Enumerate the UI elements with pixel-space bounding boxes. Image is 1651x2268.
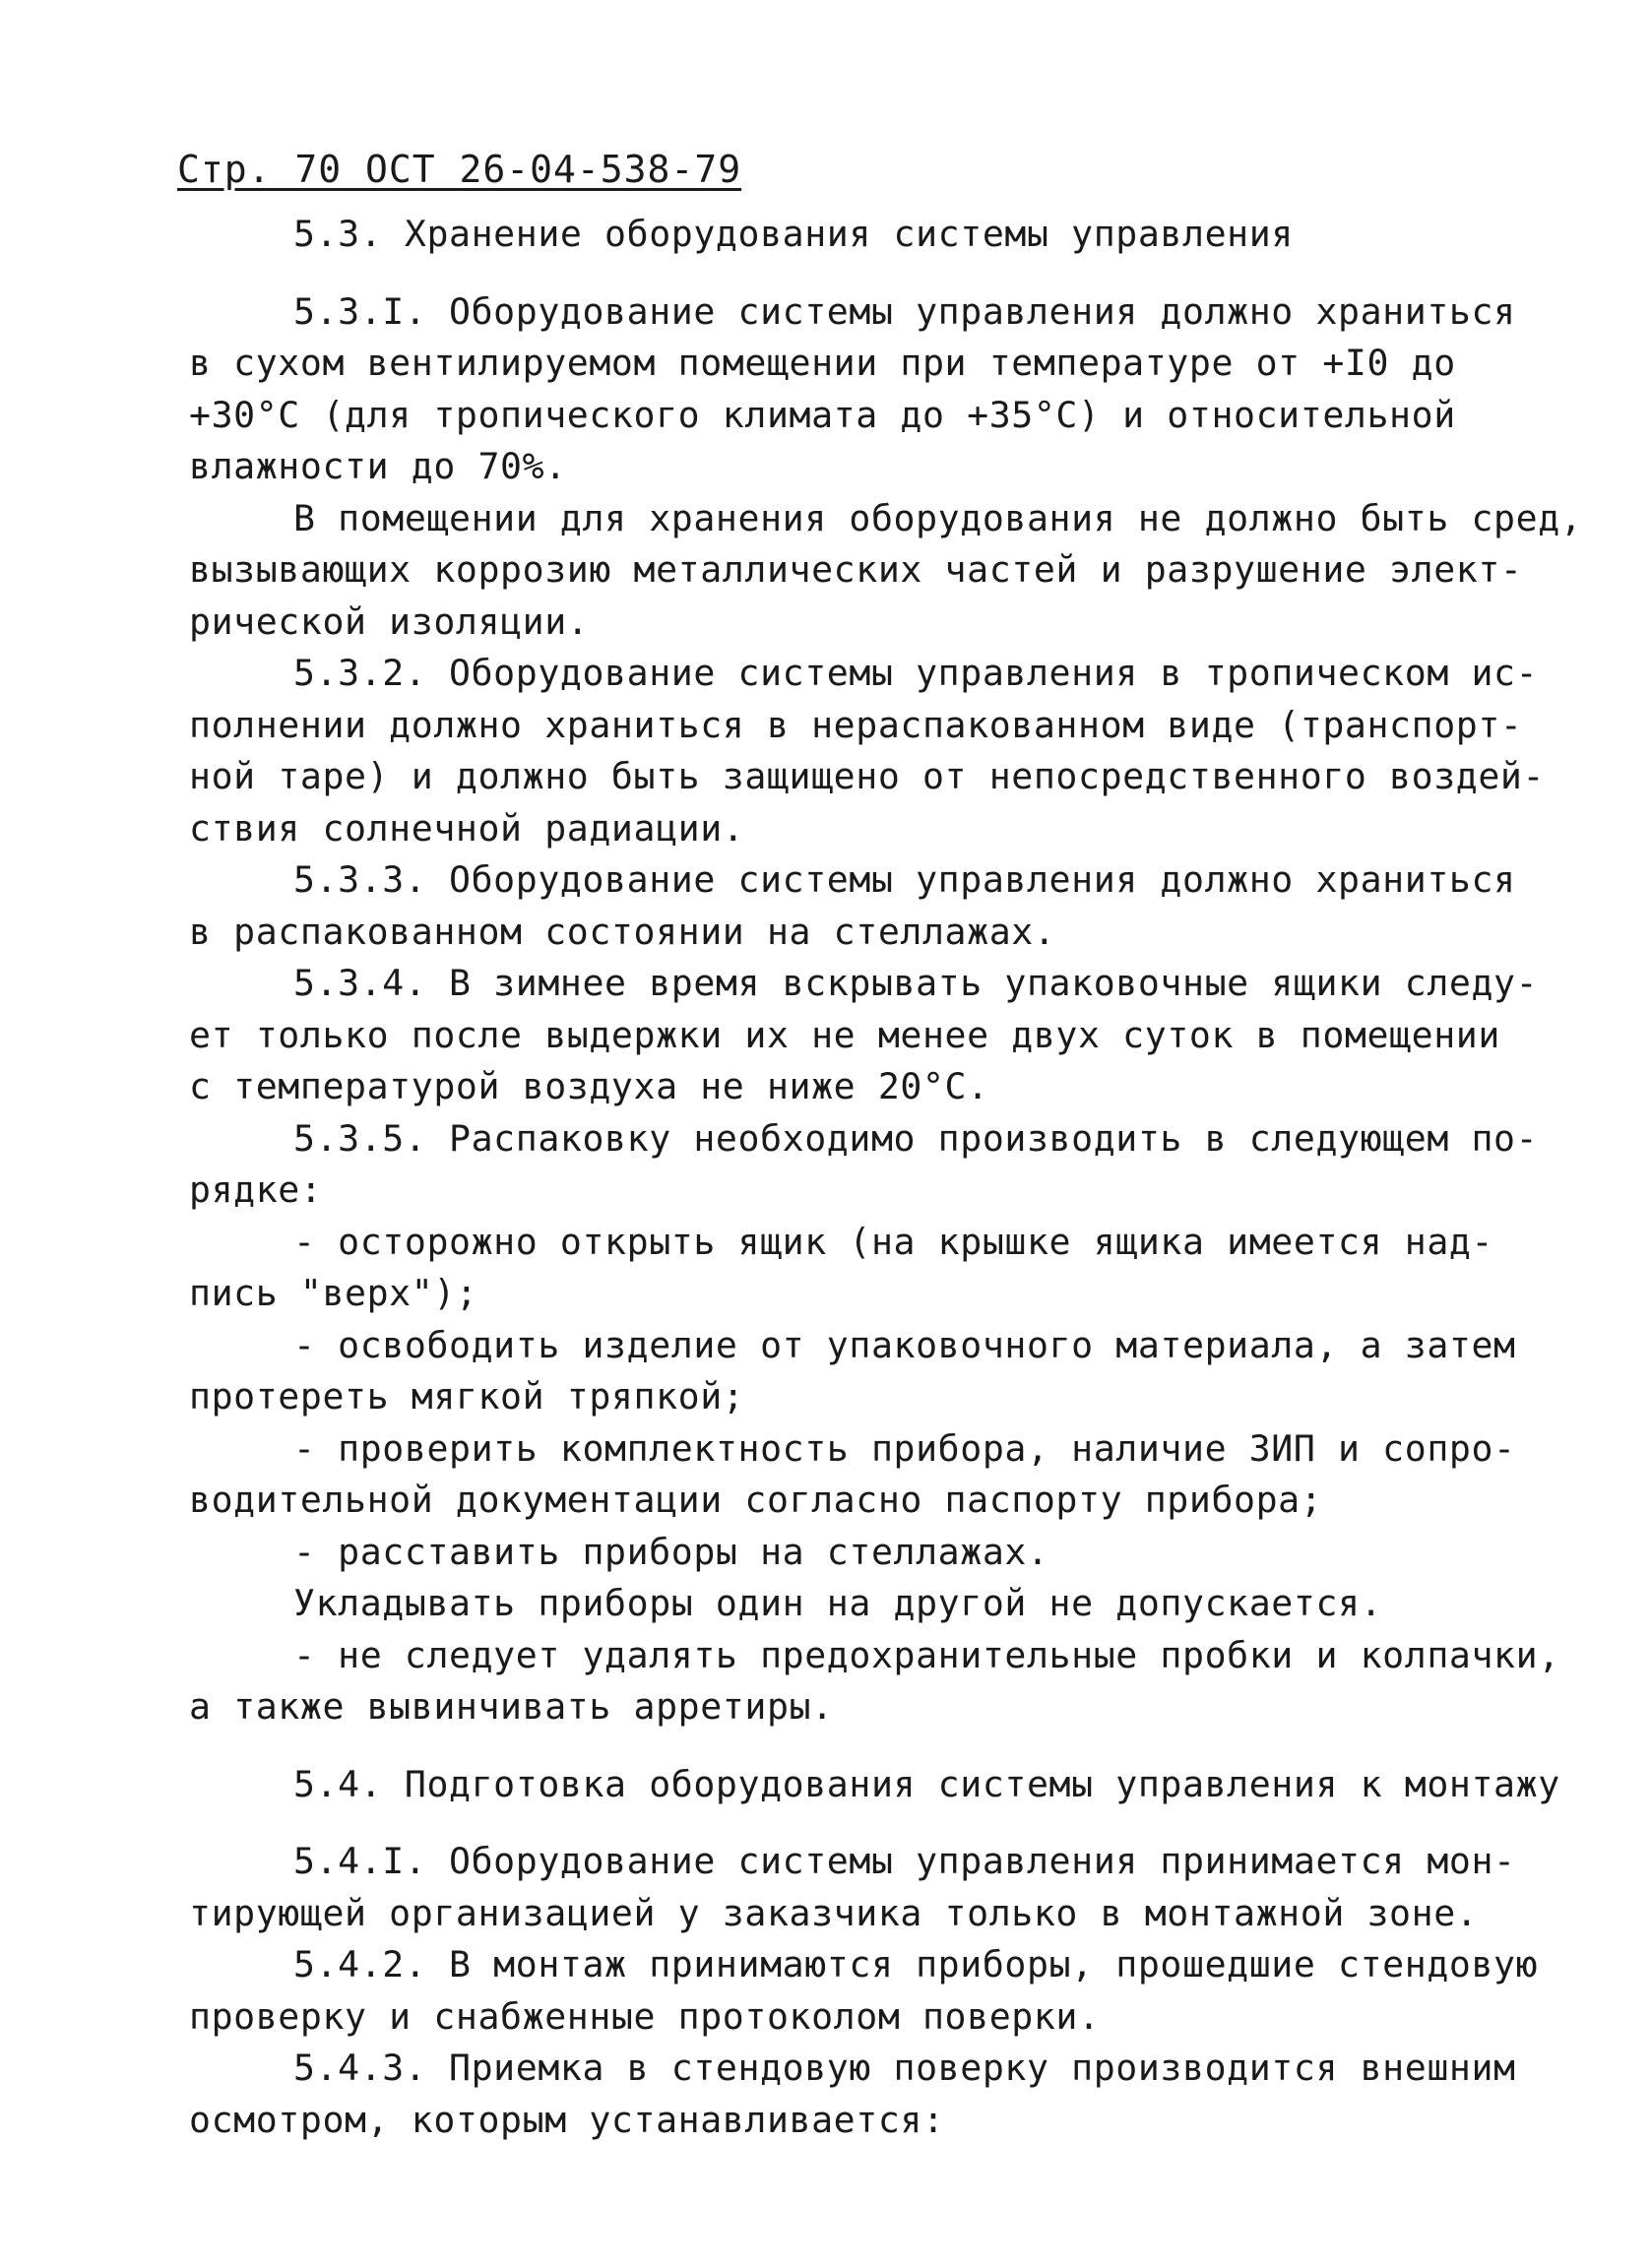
paragraph-line: ной таре) и должно быть защищено от непосредственного воздей-	[189, 755, 1546, 797]
spacer	[189, 1810, 1528, 1836]
paragraph-line: +30°С (для тропического климата до +35°С) и относительной	[189, 393, 1456, 436]
list-item-line: протереть мягкой тряпкой;	[189, 1375, 745, 1418]
section-heading-5-3: 5.3. Хранение оборудования системы управления	[293, 213, 1294, 255]
document-body	[189, 209, 1583, 2146]
list-item-line: - осторожно открыть ящик (на крышке ящика имеется над-	[293, 1220, 1494, 1263]
paragraph-line: 5.4.I. Оборудование системы управления принимается мон-	[293, 1840, 1516, 1882]
spacer	[189, 261, 1528, 286]
paragraph-line: ет только после выдержки их не менее двух суток в помещении	[189, 1013, 1500, 1056]
paragraph-line: 5.4.3. Приемка в стендовую поверку производится внешним	[293, 2047, 1516, 2089]
paragraph-line: 5.4.2. В монтаж принимаются приборы, прошедшие стендовую	[293, 1943, 1539, 1985]
paragraph-line: проверку и снабженные протоколом поверки.	[189, 1994, 1101, 2038]
list-item-line: - не следует удалять предохранительные пробки и колпачки,	[293, 1633, 1560, 1676]
paragraph-line: рядке:	[189, 1168, 323, 1211]
list-item-line: - расставить приборы на стеллажах.	[293, 1530, 1049, 1573]
paragraph-line: с температурой воздуха не ниже 20°С.	[189, 1065, 989, 1107]
page-header-reference: Стр. 70 ОСТ 26-04-538-79	[177, 148, 742, 191]
paragraph-line: 5.3.5. Распаковку необходимо производить в следующем по-	[293, 1116, 1539, 1160]
paragraph-line: Укладывать приборы один на другой не допускается.	[293, 1582, 1383, 1624]
paragraph-line: рической изоляции.	[189, 599, 590, 643]
list-item-line: водительной документации согласно паспорту прибора;	[189, 1479, 1323, 1521]
paragraph-line: вызывающих коррозию металлических частей и разрушение элект-	[189, 548, 1523, 591]
paragraph-line: полнении должно храниться в нераспакованном виде (транспорт-	[189, 703, 1523, 746]
paragraph-line: в сухом вентилируемом помещении при температуре от +I0 до	[189, 342, 1456, 384]
paragraph-line: 5.3.I. Оборудование системы управления должно храниться	[293, 289, 1516, 333]
list-item-line: пись "верх");	[189, 1272, 478, 1314]
spacer	[189, 1733, 1528, 1759]
paragraph-line: 5.3.2. Оборудование системы управления в тропическом ис-	[293, 652, 1539, 694]
list-item-line: - проверить комплектность прибора, наличие ЗИП и сопро-	[293, 1426, 1516, 1470]
list-item-line: а также вывинчивать арретиры.	[189, 1685, 834, 1728]
list-item-line: - освободить изделие от упаковочного материала, а затем	[293, 1323, 1516, 1366]
paragraph-line: влажности до 70%.	[189, 445, 567, 487]
paragraph-line: тирующей организацией у заказчика только в монтажной зоне.	[189, 1891, 1479, 1934]
paragraph-line: 5.3.3. Оборудование системы управления должно храниться	[293, 858, 1516, 901]
paragraph-line: ствия солнечной радиации.	[189, 806, 745, 850]
paragraph-line: осмотром, которым устанавливается:	[189, 2098, 945, 2141]
paragraph-line: 5.3.4. В зимнее время вскрывать упаковочные ящики следу-	[293, 962, 1539, 1004]
paragraph-line: В помещении для хранения оборудования не должно быть сред,	[293, 496, 1583, 539]
paragraph-line: в распакованном состоянии на стеллажах.	[189, 910, 1056, 953]
section-heading-5-4: 5.4. Подготовка оборудования системы управления к монтажу	[293, 1762, 1560, 1805]
